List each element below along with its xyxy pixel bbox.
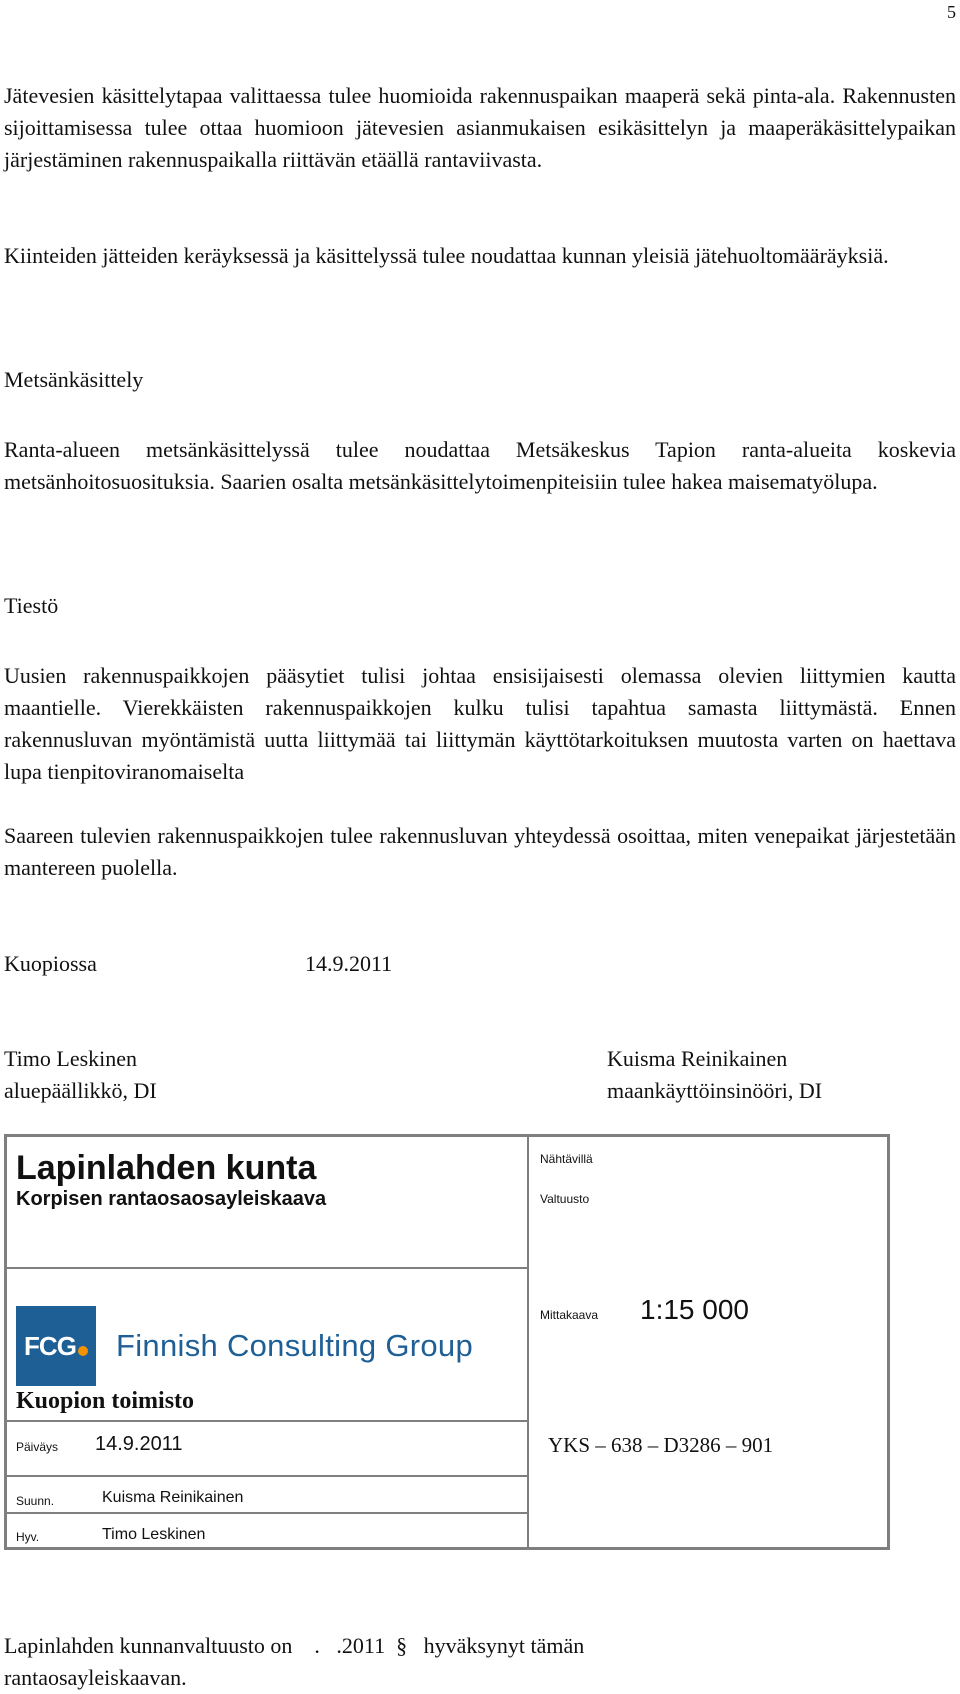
fcg-logo [16,1306,96,1386]
frame-bottom [4,1547,890,1550]
frame-right [887,1134,890,1550]
frame-row-3 [4,1475,529,1477]
plan-code: YKS – 638 – D3286 – 901 [548,1433,774,1457]
signer-right-title: maankäyttöinsinööri, DI [607,1078,823,1103]
frame-left [4,1134,7,1550]
municipality-name: Lapinlahden kunta [16,1149,317,1187]
valtuusto-label: Valtuusto [540,1192,590,1206]
approval-line-1: Lapinlahden kunnanvaltuusto on . .2011 § hyväksynyt tämän [4,1633,585,1658]
frame-middle [527,1134,529,1550]
approver-value: Timo Leskinen [102,1526,206,1543]
approval-line-2: rantaosayleiskaavan. [4,1665,187,1690]
frame-row-2 [4,1420,529,1422]
paragraph-forest-management: Ranta-alueen metsänkäsittelyssä tulee noudattaa Metsäkeskus Tapion ranta-alueita koskevia metsänhoitosuosituksia. Saarien osalta metsänkäsittelytoimenpiteisiin tulee hakea maisematyölupa. [4,437,956,494]
frame-top [4,1134,890,1137]
date-label: Päiväys [16,1440,59,1454]
office-name: Kuopion toimisto [16,1388,195,1414]
scale-value: 1:15 000 [640,1294,749,1325]
logo-dot [78,1346,88,1356]
date-value: 14.9.2011 [95,1433,183,1455]
signer-right-name: Kuisma Reinikainen [607,1046,788,1071]
frame-row-4 [4,1512,529,1514]
signer-left-name: Timo Leskinen [4,1046,138,1071]
signer-left-title: aluepäällikkö, DI [4,1078,157,1103]
paragraph-roads: Uusien rakennuspaikkojen pääsytiet tulisi johtaa ensisijaisesti olemassa olevien liittymien kautta maantielle. Vierekkäisten rakennuspaikkojen kulku tulisi tapahtua samasta liittymästä. Ennen rakennusluvan myöntämistä uutta liittymää tai liittymän käyttötarkoituksen muutosta varten on haettava lupa tienpitoviranomaiselta [4,663,956,784]
logo-company-name: Finnish Consulting Group [116,1328,473,1363]
approver-label: Hyv. [16,1530,40,1544]
frame-row-1 [4,1267,529,1269]
heading-forest-management: Metsänkäsittely [4,367,144,392]
plan-name: Korpisen rantaosaosayleiskaava [16,1188,327,1210]
heading-roads: Tiestö [4,593,59,618]
designer-value: Kuisma Reinikainen [102,1489,244,1506]
designer-label: Suunn. [16,1494,55,1508]
logo-abbr: FCG [24,1330,76,1361]
paragraph-solid-waste: Kiinteiden jätteiden keräyksessä ja käsittelyssä tulee noudattaa kunnan yleisiä jätehuoltomääräyksiä. [4,243,889,268]
scale-label: Mittakaava [540,1308,599,1322]
page-number: 5 [947,2,956,22]
nahtavilla-label: Nähtävillä [540,1152,593,1166]
paragraph-wastewater: Jätevesien käsittelytapaa valittaessa tulee huomioida rakennuspaikan maaperä sekä pinta-ala. Rakennusten sijoittamisessa tulee ottaa huomioon jätevesien asianmukaisen esikäsittelyn ja maaperäkäsittelypaikan järjestäminen rakennuspaikalla riittävän etäällä rantaviivasta. [4,83,956,172]
signature-date: 14.9.2011 [305,951,393,976]
paragraph-boat-places: Saareen tulevien rakennuspaikkojen tulee rakennusluvan yhteydessä osoittaa, miten venepaikat järjestetään mantereen puolella. [4,823,956,880]
signature-place: Kuopiossa [4,951,97,976]
